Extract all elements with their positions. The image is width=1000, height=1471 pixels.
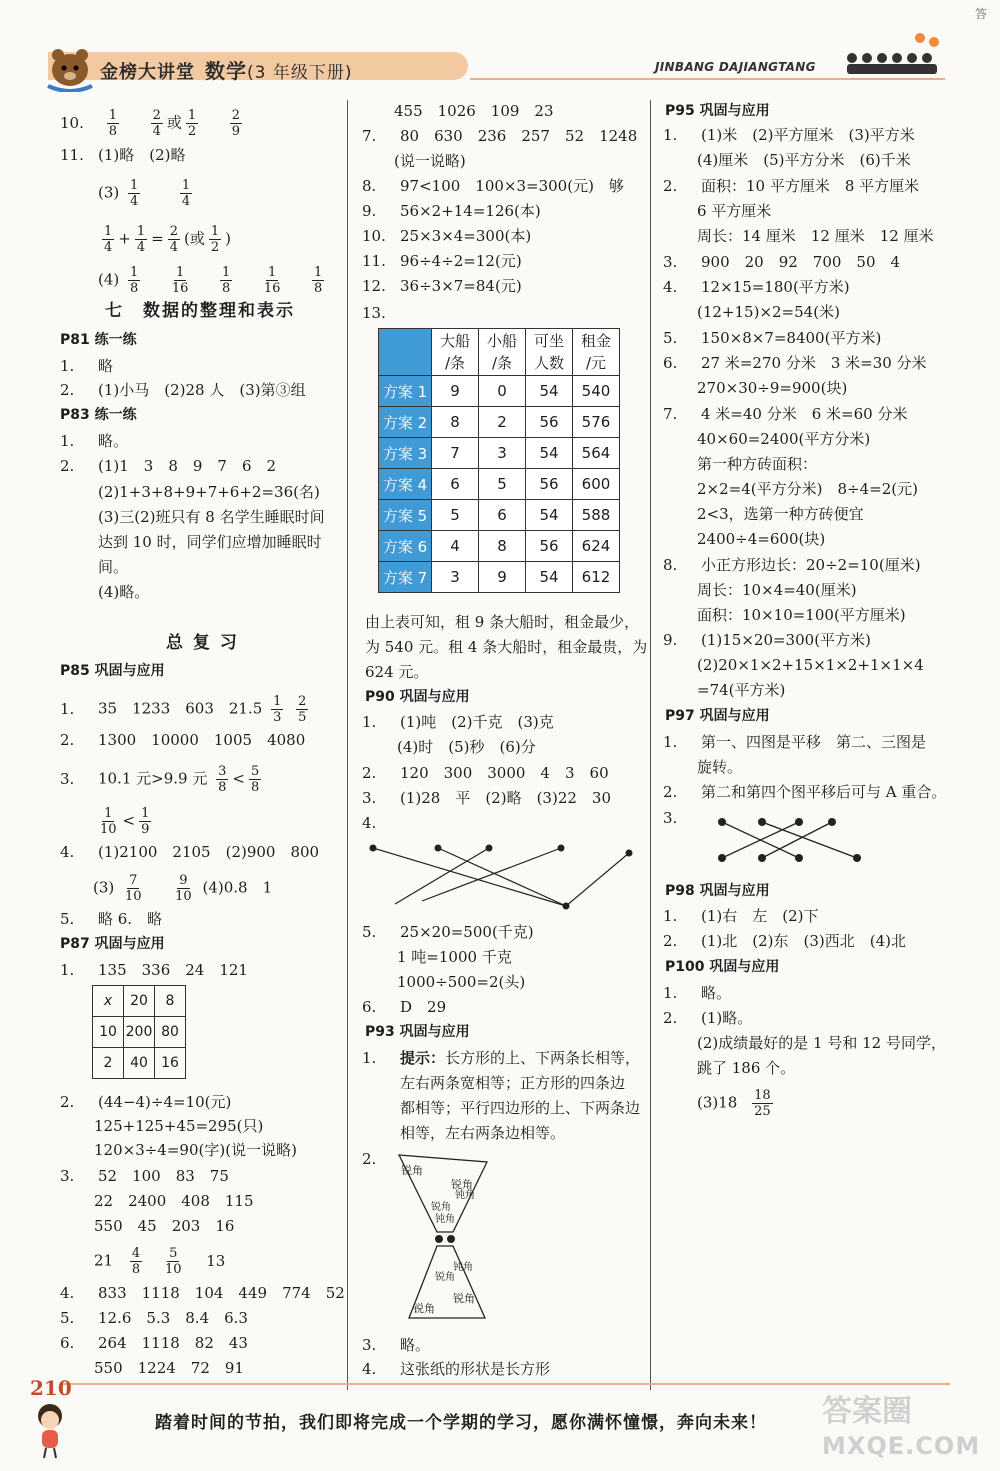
answer-p90-q2: 2. 120 300 3000 4 3 60	[362, 764, 609, 782]
answer-p95-q7-l5: 2<3，选第一种方砖便宜	[697, 505, 864, 523]
answer-p95-q8-l3: 面积：10×10=100(平方厘米)	[697, 606, 906, 624]
table-row: 方案 6 4 8 56 624	[379, 531, 620, 562]
answer-p100-q2-l4: (3)18 $\frac{18}{25}$	[697, 1088, 771, 1119]
answer-p83-q2-l1: 2. (1)1 3 8 9 7 6 2	[60, 457, 277, 475]
answer-p98-q1: 1. (1)右 左 (2)下	[663, 907, 819, 925]
review-title: 总 复 习	[166, 633, 239, 653]
answer-p87-q3-l1: 3. 52 100 83 75	[60, 1167, 229, 1185]
answer-p97-q2: 2. 第二和第四个图平移后可与 A 重合。	[663, 783, 947, 801]
answer-c2-top: 455 1026 109 23	[394, 102, 554, 120]
angle-label: 钝角	[453, 1262, 473, 1273]
answer-p83-q2-l3: (3)三(2)班只有 8 名学生睡眠时间	[98, 508, 325, 526]
answer-c2-q7: 7. 80 630 236 257 52 1248	[362, 127, 638, 145]
angle-shapes-diagram	[395, 1150, 500, 1325]
answer-c2-q10: 10. 25×3×4=300(本)	[362, 227, 532, 245]
column-divider	[650, 100, 651, 1390]
answer-p90-q4: 4.	[362, 814, 377, 832]
answer-p87-q4: 4. 833 1118 104 449 774 52	[60, 1284, 345, 1302]
answer-c2-q9: 9. 56×2+14=126(本)	[362, 202, 541, 220]
answer-p85-q4-l2: (3) $\frac{7}{10}$ $\frac{9}{10}$ (4)0.8 1	[93, 873, 273, 904]
answer-p87-q5: 5. 12.6 5.3 8.4 6.3	[60, 1309, 248, 1327]
answer-p97-q1-l1: 1. 第一、四图是平移 第二、三图是	[663, 733, 927, 751]
answer-p85-q5: 5. 略 6. 略	[60, 910, 163, 928]
angle-label: 锐角	[401, 1164, 423, 1177]
answer-p95-q1-l2: (4)厘米 (5)平方分米 (6)千米	[697, 151, 911, 169]
conclusion-l1: 由上表可知，租 9 条大船时，租金最少，	[365, 613, 640, 631]
boat-rental-table: 大船 /条 小船 /条 可坐 人数 租金 /元 方案 1 9 0 54 540 方案 2 8 2 56 576 方案 3 7 3 54 564 方案 4 6 5 56 600 方案 5 5 6 54 588 方案 6 4 8 56 624 方案 7 3 9 54 612	[378, 328, 620, 593]
angle-label: 锐角	[413, 1302, 435, 1315]
answer-p85-q2: 2. 1300 10000 1005 4080	[60, 731, 306, 749]
answer-p95-q2-l3: 周长：14 厘米 12 厘米 12 厘米	[697, 227, 934, 245]
angle-label: 锐角	[453, 1292, 475, 1305]
section-p87: P87 巩固与应用	[60, 936, 165, 952]
conclusion-l2: 为 540 元。租 4 条大船时，租金最贵，为	[365, 638, 648, 656]
section-p100: P100 巩固与应用	[665, 959, 780, 975]
girl-mascot-icon	[30, 1400, 70, 1460]
column-divider	[347, 100, 348, 1390]
answer-p85-q1: 1. 35 1233 603 21.5 $\frac{1}{3}$ $\frac{2}{5}$	[60, 694, 307, 725]
table-row: 方案 4 6 5 56 600	[379, 469, 620, 500]
page-number: 210	[30, 1376, 72, 1400]
answer-c1-q10: 10. $\frac{1}{8}$ $\frac{2}{4}$ 或 $\frac{1}{2}$ $\frac{2}{9}$	[60, 108, 241, 139]
answer-p95-q7-l3: 第一种方砖面积：	[697, 455, 818, 473]
answer-p83-q1: 1. 略。	[60, 432, 129, 450]
watermark: 答案圈 MXQE.COM	[822, 1394, 981, 1460]
answer-p95-q9-l3: =74(平方米)	[697, 681, 786, 699]
answer-p95-q9-l1: 9. (1)15×20=300(平方米)	[663, 631, 871, 649]
section-p85: P85 巩固与应用	[60, 663, 165, 679]
answer-p87-q2-l2: 125+125+45=295(只)	[94, 1117, 264, 1135]
answer-p90-q5-l2: 1 吨=1000 千克	[397, 948, 512, 966]
answer-p95-q9-l2: (2)20×1×2+15×1×2+1×1×4	[697, 656, 924, 674]
answer-p87-q2-l3: 120×3÷4=90(字)(说一说略)	[94, 1141, 297, 1159]
answer-p93-q2: 2.	[362, 1150, 377, 1168]
header-rule	[470, 78, 945, 80]
answer-p93-q1-l1: 1. 提示：长方形的上、下两条长相等，	[362, 1049, 641, 1067]
kids-illustration-icon	[842, 28, 947, 78]
answer-p87-q1: 1. 135 336 24 121	[60, 961, 248, 979]
corner-mark: 答	[975, 7, 988, 21]
answer-p95-q7-l1: 7. 4 米=40 分米 6 米=60 分米	[663, 405, 908, 423]
answer-p95-q6-l1: 6. 27 米=270 分米 3 米=30 分米	[663, 354, 927, 372]
table-row: 方案 7 3 9 54 612	[379, 562, 620, 593]
answer-p87-q3-l4: 21 $\frac{4}{8}$ $\frac{5}{10}$ 13	[94, 1246, 226, 1277]
answer-c2-q13: 13.	[362, 304, 386, 322]
answer-p95-q7-l6: 2400÷4=600(块)	[697, 530, 826, 548]
angle-label: 钝角	[455, 1190, 475, 1201]
answer-p95-q7-l4: 2×2=4(平方分米) 8÷4=2(元)	[697, 480, 918, 498]
answer-p83-q2-l4: 达到 10 时，同学们应增加睡眠时	[98, 533, 322, 551]
answer-p95-q4-l1: 4. 12×15=180(平方米)	[663, 278, 850, 296]
answer-p95-q3: 3. 900 20 92 700 50 4	[663, 253, 901, 271]
angle-label: 锐角	[435, 1272, 455, 1283]
chapter-title: 七 数据的整理和表示	[105, 301, 295, 321]
conclusion-l3: 624 元。	[365, 663, 429, 681]
answer-c2-q11: 11. 96÷4÷2=12(元)	[362, 252, 522, 270]
section-p97: P97 巩固与应用	[665, 708, 770, 724]
answer-p95-q7-l2: 40×60=2400(平方分米)	[697, 430, 871, 448]
angle-label: 锐角	[431, 1202, 451, 1213]
answer-p95-q2-l1: 2. 面积：10 平方厘米 8 平方厘米	[663, 177, 920, 195]
section-p98: P98 巩固与应用	[665, 883, 770, 899]
footer-motto: 踏着时间的节拍，我们即将完成一个学期的学习，愿你满怀憧憬，奔向未来！	[155, 1413, 767, 1433]
table-row: 方案 5 5 6 54 588	[379, 500, 620, 531]
answer-p90-q5-l1: 5. 25×20=500(千克)	[362, 923, 534, 941]
header-title: 金榜大讲堂 数学(3 年级下册)	[100, 59, 353, 83]
section-p81: P81 练一练	[60, 332, 137, 348]
answer-p87-q6-l1: 6. 264 1118 82 43	[60, 1334, 248, 1352]
answer-c1-q11-l3: $\frac{1}{4}$ + $\frac{1}{4}$ = $\frac{2}{4}$ (或 $\frac{1}{2}$ )	[104, 224, 231, 255]
answer-p90-q1-l2: (4)时 (5)秒 (6)分	[397, 738, 536, 756]
answer-p81-q1: 1. 略	[60, 357, 114, 375]
answer-p100-q2-l3: 跳了 186 个。	[697, 1059, 796, 1077]
answer-c1-q11-l4: (4) $\frac{1}{8}$ $\frac{1}{16}$ $\frac{1}{8}$ $\frac{1}{16}$ $\frac{1}{8}$	[98, 265, 323, 296]
cross-lines-diagram	[712, 812, 867, 866]
answer-p95-q4-l2: (12+15)×2=54(米)	[697, 303, 840, 321]
answer-p90-q6: 6. D 29	[362, 998, 447, 1016]
answer-p83-q2-l2: (2)1+3+8+9+7+6+2=36(名)	[98, 483, 320, 501]
header-english-title: JINBANG DAJIANGTANG	[655, 60, 816, 74]
section-p95: P95 巩固与应用	[665, 103, 770, 119]
table-row: 方案 2 8 2 56 576	[379, 407, 620, 438]
answer-p95-q5: 5. 150×8×7=8400(平方米)	[663, 329, 882, 347]
answer-p90-q3: 3. (1)28 平 (2)略 (3)22 30	[362, 789, 612, 807]
answer-p93-q1-l4: 相等，左右两条边相等。	[400, 1124, 566, 1142]
answer-p87-q6-l2: 550 1224 72 91	[94, 1359, 244, 1377]
answer-p97-q3: 3.	[663, 809, 678, 827]
answer-p87-q2-l1: 2. (44−4)÷4=10(元)	[60, 1093, 232, 1111]
answer-p100-q2-l1: 2. (1)略。	[663, 1009, 753, 1027]
section-p83: P83 练一练	[60, 407, 137, 423]
answer-p93-q4: 4. 这张纸的形状是长方形	[362, 1360, 551, 1378]
answer-p81-q2: 2. (1)小马 (2)28 人 (3)第③组	[60, 381, 306, 399]
answer-c2-q12: 12. 36÷3×7=84(元)	[362, 277, 522, 295]
section-p90: P90 巩固与应用	[365, 689, 470, 705]
bear-mascot-icon	[40, 40, 100, 92]
answer-p83-q2-l5: (4)略。	[98, 583, 150, 601]
answer-p83-q2-l4b: 间。	[98, 558, 129, 576]
answer-p87-q3-l3: 550 45 203 16	[94, 1217, 235, 1235]
answer-p93-q1-l3: 都相等；平行四边形的上、下两条边	[400, 1099, 641, 1117]
answer-p95-q8-l2: 周长：10×4=40(厘米)	[697, 581, 857, 599]
answer-p95-q8-l1: 8. 小正方形边长：20÷2=10(厘米)	[663, 556, 921, 574]
answer-p85-q4-l1: 4. (1)2100 2105 (2)900 800	[60, 843, 320, 861]
answer-p87-q3-l2: 22 2400 408 115	[94, 1192, 254, 1210]
answer-p90-q5-l3: 1000÷500=2(头)	[397, 973, 526, 991]
answer-p85-q3-l2: $\frac{1}{10}$ < $\frac{1}{9}$	[100, 806, 150, 837]
table-corner-cell	[379, 329, 432, 376]
multiplication-grid: x 20 8 10 200 80 2 40 16	[92, 985, 186, 1079]
angle-label: 钝角	[435, 1214, 455, 1225]
answer-c1-q11-l2: (3) $\frac{1}{4}$ $\frac{1}{4}$	[98, 178, 191, 209]
answer-p95-q1-l1: 1. (1)米 (2)平方厘米 (3)平方米	[663, 126, 915, 144]
answer-p93-q1-l2: 左右两条宽相等；正方形的四条边	[400, 1074, 626, 1092]
footer-rule	[60, 1383, 950, 1385]
matching-lines-diagram	[365, 838, 640, 918]
answer-p100-q2-l2: (2)成绩最好的是 1 号和 12 号同学，	[697, 1034, 946, 1052]
answer-p90-q1-l1: 1. (1)吨 (2)千克 (3)克	[362, 713, 554, 731]
answer-p93-q3: 3. 略。	[362, 1336, 431, 1354]
section-p93: P93 巩固与应用	[365, 1024, 470, 1040]
answer-p98-q2: 2. (1)北 (2)东 (3)西北 (4)北	[663, 932, 906, 950]
answer-p100-q1: 1. 略。	[663, 984, 732, 1002]
angle-label: 锐角	[451, 1178, 473, 1191]
answer-p95-q6-l2: 270×30÷9=900(块)	[697, 379, 848, 397]
answer-p85-q3: 3. 10.1 元>9.9 元 $\frac{3}{8}$ < $\frac{5}{8}$	[60, 764, 260, 795]
answer-c2-q7-note: (说一说略)	[394, 152, 466, 170]
answer-c1-q11-l1: 11. (1)略 (2)略	[60, 146, 186, 164]
answer-c2-q8: 8. 97<100 100×3=300(元) 够	[362, 177, 624, 195]
table-row: 方案 1 9 0 54 540	[379, 376, 620, 407]
answer-p97-q1-l2: 旋转。	[697, 758, 743, 776]
table-row: 方案 3 7 3 54 564	[379, 438, 620, 469]
answer-p95-q2-l2: 6 平方厘米	[697, 202, 772, 220]
